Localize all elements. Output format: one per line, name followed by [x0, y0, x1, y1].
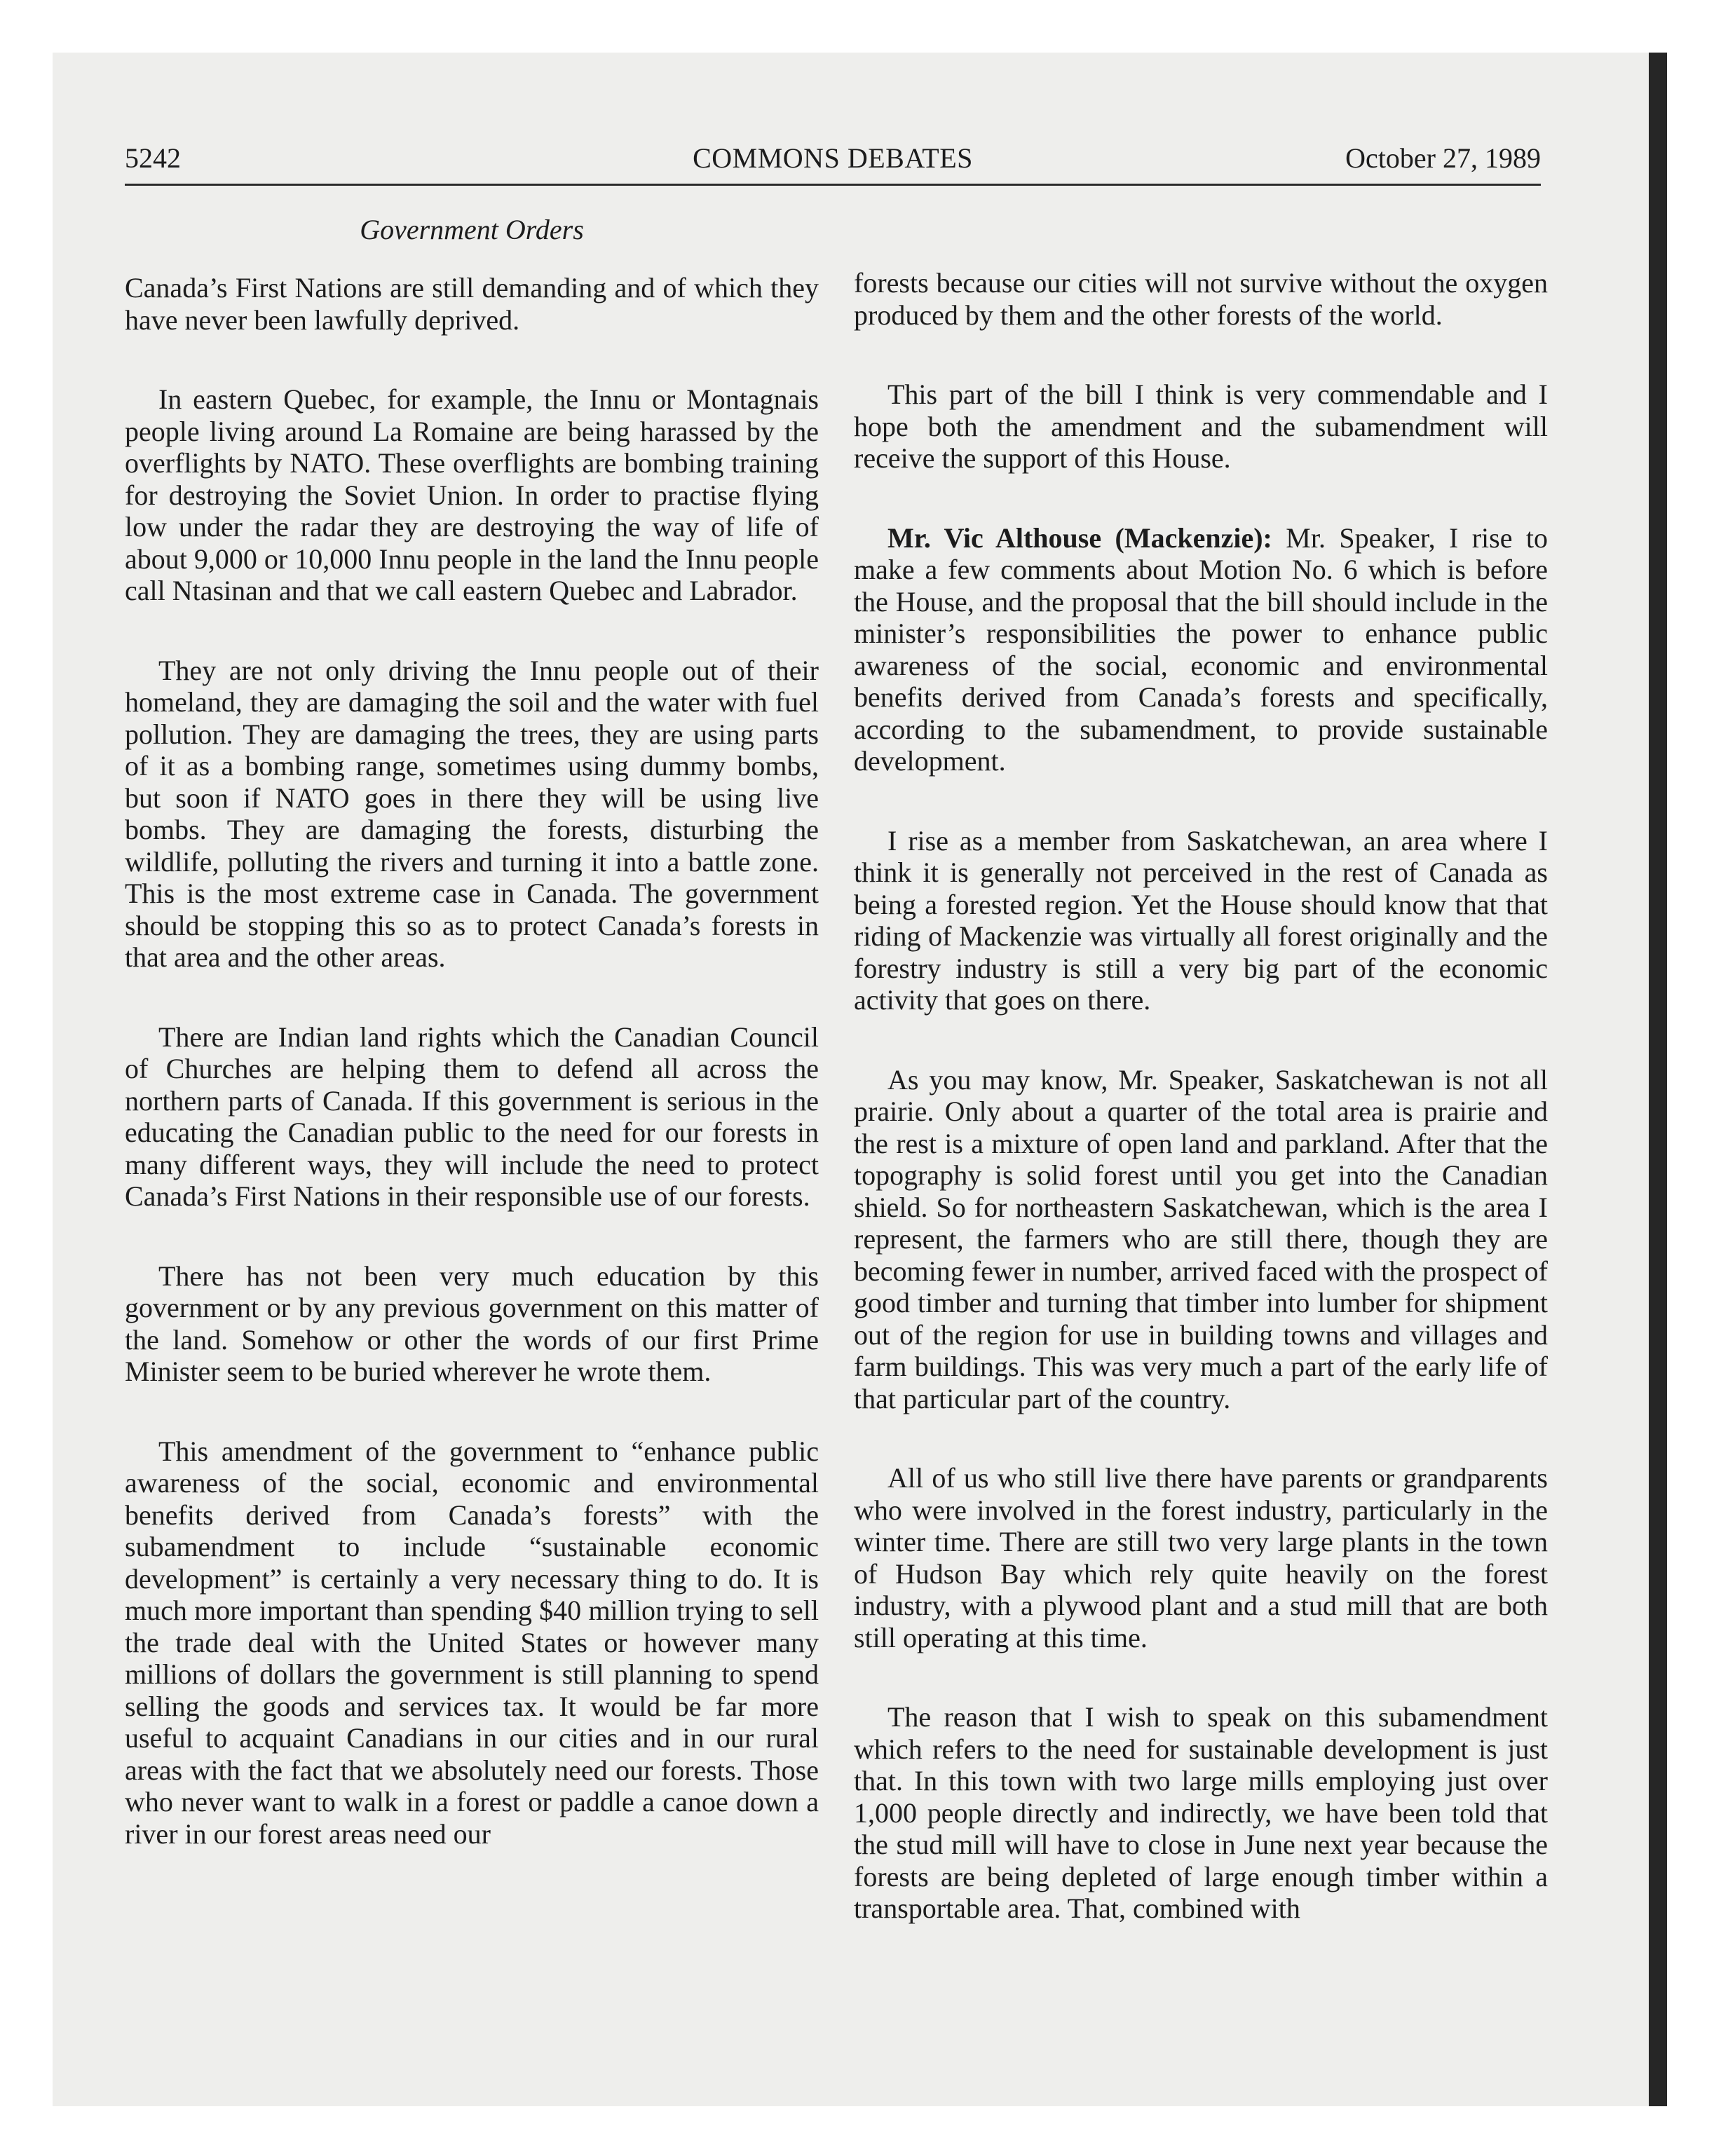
journal-title: COMMONS DEBATES — [693, 142, 973, 174]
paragraph: There are Indian land rights which the Canadian Council of Churches are helping them to defend all across the northern parts of Canada. If this government is serious in the educating the Canadian public to the need for our forests in many different ways, they will include the need to protect Canada’s First Nations in their responsible use of our forests. — [125, 1021, 819, 1212]
paragraph: This part of the bill I think is very commendable and I hope both the amendment and the subamendment will receive the support of this House. — [854, 378, 1548, 474]
header-rule — [125, 184, 1541, 186]
binding-edge — [1649, 53, 1667, 2106]
page-header — [125, 137, 1541, 179]
paragraph: They are not only driving the Innu people out of their homeland, they are damaging the soil and the water with fuel pollution. They are damaging the trees, they are using parts of it as a bombing range, sometimes using dummy bombs, but soon if NATO goes in there they will be using live bombs. They are damaging the forests, disturbing the wildlife, polluting the rivers and turning it into a battle zone. This is the most extreme case in Canada. The government should be stopping this so as to protect Canada’s forests in that area and the other areas. — [125, 654, 819, 973]
page-number: 5242 — [125, 142, 181, 174]
paragraph: There has not been very much education by this government or by any previous government on this matter of the land. Somehow or other the words of our first Prime Minister seem to be buried wherever he wrote them. — [125, 1260, 819, 1387]
paragraph: The reason that I wish to speak on this subamendment which refers to the need for sustainable development is just that. In this town with two large mills employing just over 1,000 people directly and indirectly, we have been told that the stud mill will have to close in June next year because the forests are being depleted of large enough timber within a transportable area. That, combined with — [854, 1701, 1548, 1924]
speech-paragraph — [854, 522, 1548, 777]
section-title: Government Orders — [360, 214, 584, 245]
left-column — [125, 272, 819, 1897]
issue-date: October 27, 1989 — [1345, 142, 1541, 174]
right-column — [854, 267, 1548, 1972]
paragraph: forests because our cities will not survive without the oxygen produced by them and the other forests of the world. — [854, 267, 1548, 331]
paragraph: In eastern Quebec, for example, the Innu or Montagnais people living around La Romaine are being harassed by the overflights by NATO. These overflights are bombing training for destroying the Soviet Union. In order to practise flying low under the radar they are destroying the way of life of about 9,000 or 10,000 Innu people in the land the Innu people call Ntasinan and that we call eastern Quebec and Labrador. — [125, 383, 819, 606]
paragraph: Canada’s First Nations are still demanding and of which they have never been lawfully deprived. — [125, 272, 819, 336]
paragraph: I rise as a member from Saskatchewan, an area where I think it is generally not perceived in the rest of Canada as being a forested region. Yet the House should know that that riding of Mackenzie was virtually all forest originally and the forestry industry is still a very big part of the economic activity that goes on there. — [854, 824, 1548, 1016]
paragraph: This amendment of the government to “enhance public awareness of the social, economic and environmental benefits derived from Canada’s forests” with the subamendment to include “sustainable economic development” is certainly a very necessary thing to do. It is much more important than spending $40 million trying to sell the trade deal with the United States or however many millions of dollars the government is still planning to spend selling the goods and services tax. It would be far more useful to acquaint Canadians in our cities and in our rural areas with the fact that we absolutely need our forests. Those who never want to walk in a forest or paddle a canoe down a river in our forest areas need our — [125, 1435, 819, 1850]
speaker-name: Mr. Vic Althouse (Mackenzie): — [887, 521, 1272, 554]
speech-text: Mr. Speaker, I rise to make a few comments about Motion No. 6 which is before the House, and the proposal that the bill should include in the minister’s responsibilities the power to enhance public awareness of the social, economic and environmental benefits derived from Canada’s forests and specifically, according to the subamendment, to provide sustainable development. — [854, 521, 1548, 777]
paragraph: As you may know, Mr. Speaker, Saskatchewan is not all prairie. Only about a quarter of the total area is prairie and the rest is a mixture of open land and parkland. After that the topography is solid forest until you get into the Canadian shield. So for northeastern Saskatchewan, which is the area I represent, the farmers who are still there, though they are becoming fewer in number, arrived faced with the prospect of good timber and turning that timber into lumber for shipment out of the region for use in building towns and villages and farm buildings. This was very much a part of the early life of that particular part of the country. — [854, 1063, 1548, 1414]
paragraph: All of us who still live there have parents or grandparents who were involved in the forest industry, particularly in the winter time. There are still two very large plants in the town of Hudson Bay which rely quite heavily on the forest industry, with a plywood plant and a stud mill that are both still operating at this time. — [854, 1462, 1548, 1653]
